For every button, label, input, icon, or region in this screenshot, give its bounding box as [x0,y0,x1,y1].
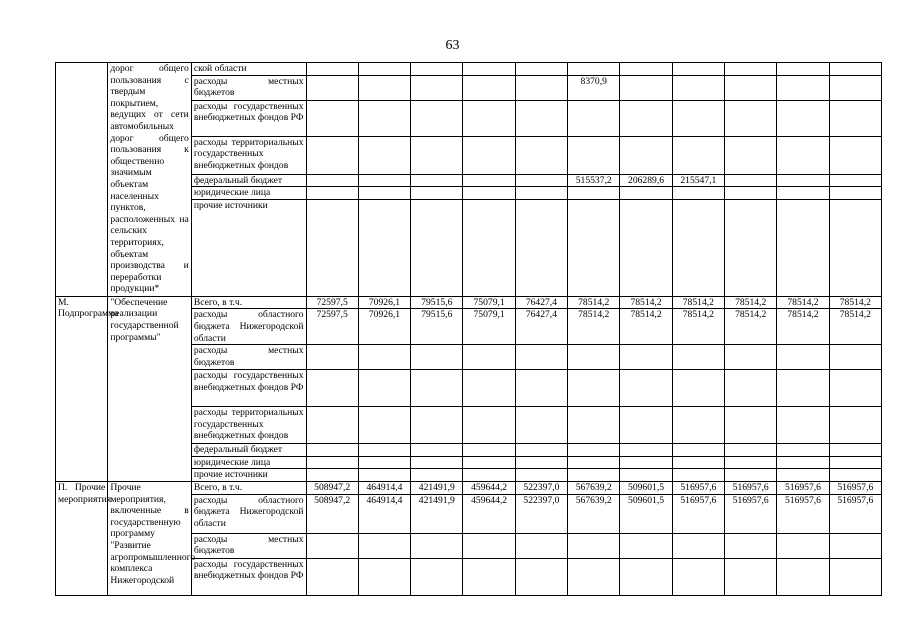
value-cell [725,370,777,407]
value-cell [725,100,777,136]
value-cell [829,456,881,469]
value-cell: 516957,6 [777,494,829,533]
value-cell [463,558,515,595]
value-cell [777,407,829,444]
value-cell [620,407,672,444]
value-cell [306,75,358,100]
value-cell [672,136,724,174]
funding-source-cell: расходы областного бюджета Нижегородской области [191,309,306,345]
value-cell [568,136,620,174]
value-cell [515,75,567,100]
value-cell [829,558,881,595]
value-cell [725,75,777,100]
value-cell [463,407,515,444]
value-cell [411,558,463,595]
value-cell [829,370,881,407]
value-cell [672,558,724,595]
value-cell [725,469,777,482]
value-cell: 79515,6 [411,296,463,309]
value-cell [620,100,672,136]
value-cell: 78514,2 [725,296,777,309]
value-cell [620,136,672,174]
table-row [56,296,882,309]
value-cell [515,456,567,469]
value-cell: 516957,6 [725,494,777,533]
table-row [56,63,882,76]
value-cell [725,174,777,187]
page-number: 63 [445,38,460,53]
value-cell [672,187,724,200]
value-cell [672,456,724,469]
value-cell [777,100,829,136]
funding-source-cell: прочие источники [191,469,306,482]
value-cell [725,558,777,595]
value-cell [777,456,829,469]
value-cell [620,345,672,370]
value-cell [672,100,724,136]
value-cell: 509601,5 [620,494,672,533]
value-cell [568,469,620,482]
value-cell [672,63,724,76]
value-cell [358,533,410,558]
value-cell [411,136,463,174]
program-cell: М. Подпрограмма [56,296,108,481]
value-cell [777,370,829,407]
value-cell [725,187,777,200]
value-cell [463,63,515,76]
value-cell [777,187,829,200]
value-cell [829,533,881,558]
funding-source-cell: прочие источники [191,199,306,296]
funding-source-cell: расходы государственных внебюджетных фондов РФ [191,558,306,595]
value-cell: 78514,2 [777,309,829,345]
funding-source-cell: юридические лица [191,187,306,200]
value-cell: 78514,2 [620,309,672,345]
value-cell [463,187,515,200]
value-cell [463,136,515,174]
value-cell [306,558,358,595]
value-cell [777,174,829,187]
value-cell [568,444,620,457]
value-cell: 515537,2 [568,174,620,187]
value-cell [620,444,672,457]
value-cell [725,407,777,444]
value-cell: 508947,2 [306,494,358,533]
funding-source-cell: расходы местных бюджетов [191,345,306,370]
value-cell [411,370,463,407]
value-cell [829,444,881,457]
value-cell [829,136,881,174]
value-cell [463,345,515,370]
value-cell [777,75,829,100]
value-cell [620,533,672,558]
value-cell [620,63,672,76]
value-cell [463,199,515,296]
value-cell [306,469,358,482]
value-cell [358,63,410,76]
value-cell [672,370,724,407]
value-cell [358,100,410,136]
value-cell [725,63,777,76]
value-cell [568,63,620,76]
value-cell [515,345,567,370]
value-cell [568,370,620,407]
activity-name-cell: "Обеспечение реализации государственной программы" [108,296,192,481]
value-cell [306,100,358,136]
table-row [56,481,882,494]
value-cell [568,199,620,296]
value-cell [672,199,724,296]
value-cell: 464914,4 [358,494,410,533]
value-cell [620,370,672,407]
program-cell [56,63,108,297]
value-cell [358,444,410,457]
funding-source-cell: расходы территориальных государственных внебюджетных фондов [191,136,306,174]
table-body [56,63,882,596]
value-cell [829,174,881,187]
value-cell: 508947,2 [306,481,358,494]
value-cell [568,345,620,370]
value-cell: 516957,6 [672,481,724,494]
value-cell: 509601,5 [620,481,672,494]
funding-source-cell: Всего, в т.ч. [191,481,306,494]
value-cell [725,136,777,174]
value-cell [358,407,410,444]
value-cell: 78514,2 [568,309,620,345]
value-cell [306,199,358,296]
funding-source-cell: расходы местных бюджетов [191,533,306,558]
funding-source-cell: расходы государственных внебюджетных фондов РФ [191,100,306,136]
value-cell: 567639,2 [568,494,620,533]
value-cell: 8370,9 [568,75,620,100]
value-cell: 76427,4 [515,296,567,309]
funding-source-cell: расходы территориальных государственных внебюджетных фондов [191,407,306,444]
value-cell: 215547,1 [672,174,724,187]
value-cell [463,444,515,457]
value-cell [358,199,410,296]
value-cell: 459644,2 [463,481,515,494]
value-cell [306,174,358,187]
value-cell [725,345,777,370]
value-cell: 78514,2 [620,296,672,309]
value-cell: 78514,2 [725,309,777,345]
value-cell [411,469,463,482]
value-cell [411,187,463,200]
budget-table [55,62,882,596]
value-cell: 78514,2 [672,309,724,345]
funding-source-cell: расходы областного бюджета Нижегородской области [191,494,306,533]
value-cell [358,558,410,595]
value-cell [358,345,410,370]
value-cell: 522397,0 [515,494,567,533]
value-cell [463,75,515,100]
value-cell [515,199,567,296]
value-cell: 70926,1 [358,296,410,309]
value-cell [620,456,672,469]
value-cell [620,187,672,200]
value-cell: 75079,1 [463,296,515,309]
value-cell [620,469,672,482]
value-cell [306,187,358,200]
value-cell: 78514,2 [829,309,881,345]
value-cell [568,187,620,200]
funding-source-cell: федеральный бюджет [191,174,306,187]
value-cell [306,345,358,370]
value-cell [358,370,410,407]
value-cell: 516957,6 [829,494,881,533]
value-cell [306,63,358,76]
value-cell [829,407,881,444]
value-cell: 78514,2 [672,296,724,309]
value-cell [777,199,829,296]
value-cell [306,407,358,444]
value-cell: 459644,2 [463,494,515,533]
value-cell [463,100,515,136]
value-cell [463,533,515,558]
value-cell [672,469,724,482]
value-cell [515,136,567,174]
value-cell [568,533,620,558]
value-cell [777,63,829,76]
value-cell [411,444,463,457]
value-cell [411,345,463,370]
value-cell [411,533,463,558]
value-cell: 78514,2 [777,296,829,309]
value-cell [411,75,463,100]
value-cell: 206289,6 [620,174,672,187]
value-cell [672,75,724,100]
value-cell [777,558,829,595]
value-cell [568,407,620,444]
value-cell [777,469,829,482]
value-cell [463,469,515,482]
value-cell [358,174,410,187]
value-cell: 79515,6 [411,309,463,345]
value-cell [515,469,567,482]
value-cell: 516957,6 [672,494,724,533]
value-cell [777,533,829,558]
value-cell [515,533,567,558]
value-cell [620,558,672,595]
value-cell [829,469,881,482]
value-cell [463,456,515,469]
funding-source-cell: ской области [191,63,306,76]
value-cell [777,444,829,457]
value-cell [463,370,515,407]
value-cell [358,187,410,200]
value-cell [306,456,358,469]
value-cell [672,407,724,444]
funding-source-cell: федеральный бюджет [191,444,306,457]
program-cell: П. Прочие мероприятия [56,481,108,595]
value-cell [306,370,358,407]
value-cell [725,533,777,558]
value-cell [829,199,881,296]
value-cell [568,456,620,469]
value-cell: 78514,2 [568,296,620,309]
value-cell [620,75,672,100]
value-cell: 78514,2 [829,296,881,309]
value-cell [829,63,881,76]
value-cell [568,100,620,136]
value-cell: 70926,1 [358,309,410,345]
funding-source-cell: расходы государственных внебюджетных фондов РФ [191,370,306,407]
value-cell [829,345,881,370]
value-cell [411,100,463,136]
value-cell [306,533,358,558]
value-cell [515,174,567,187]
value-cell: 516957,6 [777,481,829,494]
value-cell: 75079,1 [463,309,515,345]
value-cell [358,456,410,469]
value-cell [306,136,358,174]
value-cell [777,136,829,174]
activity-name-cell: дорог общего пользования с твердым покрытием, ведущих от сети автомобильных дорог общего пользования к общественно значимым объектам населенных пунктов, расположенных на сельских территориях, объектам производства и переработки продукции* [108,63,192,297]
value-cell: 72597,5 [306,309,358,345]
value-cell [725,456,777,469]
value-cell: 421491,9 [411,494,463,533]
value-cell: 516957,6 [829,481,881,494]
value-cell: 421491,9 [411,481,463,494]
value-cell: 464914,4 [358,481,410,494]
value-cell: 72597,5 [306,296,358,309]
value-cell [515,444,567,457]
value-cell [725,444,777,457]
value-cell [672,444,724,457]
value-cell [411,174,463,187]
value-cell [358,136,410,174]
value-cell [411,407,463,444]
value-cell [672,345,724,370]
value-cell [515,370,567,407]
value-cell [515,407,567,444]
value-cell [515,187,567,200]
value-cell [672,533,724,558]
funding-source-cell: Всего, в т.ч. [191,296,306,309]
funding-source-cell: юридические лица [191,456,306,469]
value-cell [777,345,829,370]
value-cell: 567639,2 [568,481,620,494]
activity-name-cell: Прочие мероприятия, включенные в государственную программу "Развитие агропромышленного комплекса Нижегородской [108,481,192,595]
value-cell [568,558,620,595]
value-cell [358,75,410,100]
value-cell [515,558,567,595]
value-cell: 516957,6 [725,481,777,494]
value-cell [620,199,672,296]
value-cell [411,456,463,469]
value-cell [463,174,515,187]
value-cell [411,63,463,76]
value-cell [515,63,567,76]
value-cell [829,187,881,200]
value-cell [515,100,567,136]
value-cell [829,75,881,100]
value-cell [829,100,881,136]
value-cell [358,469,410,482]
funding-source-cell: расходы местных бюджетов [191,75,306,100]
value-cell: 76427,4 [515,309,567,345]
value-cell: 522397,0 [515,481,567,494]
value-cell [725,199,777,296]
value-cell [411,199,463,296]
value-cell [306,444,358,457]
